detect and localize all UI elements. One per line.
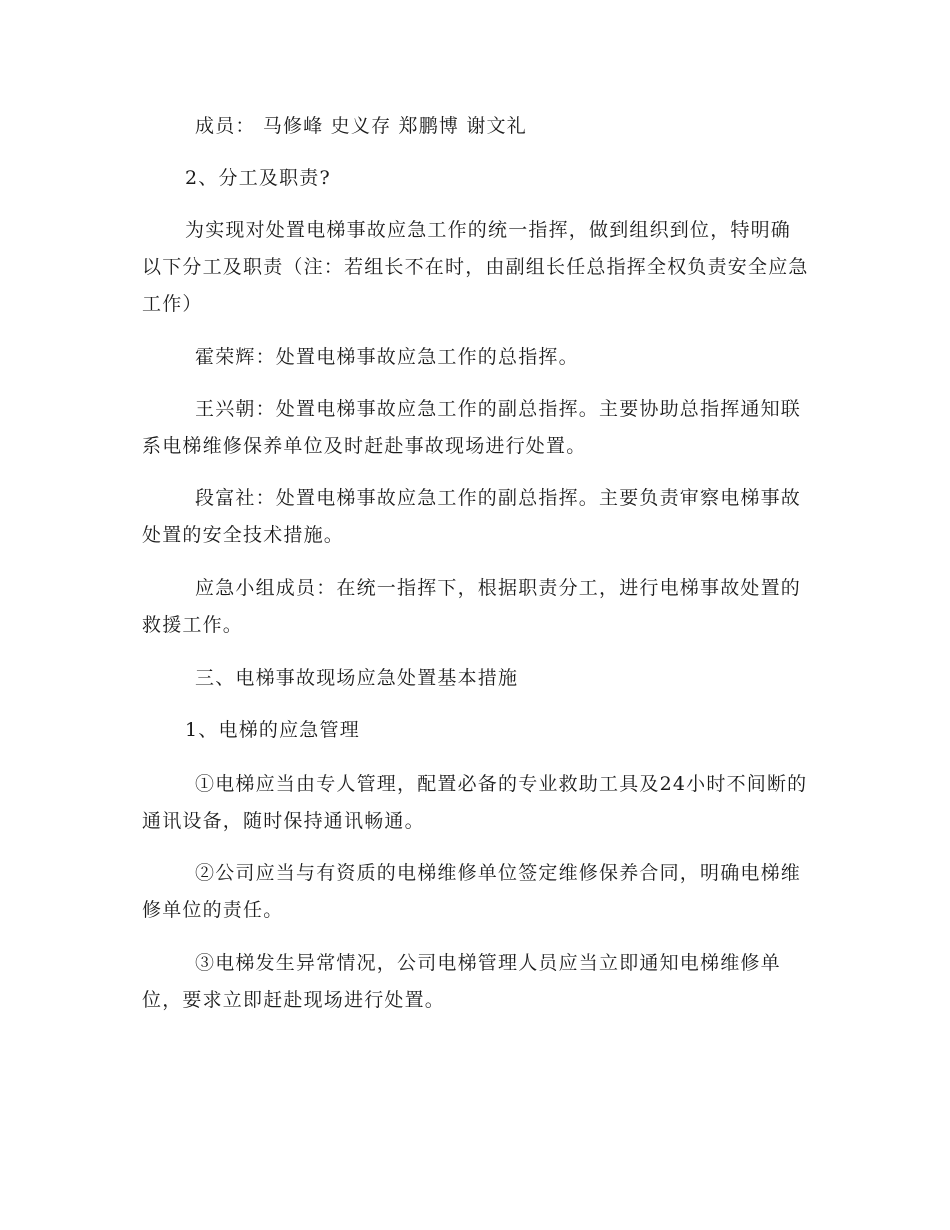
section-heading-duties: 2、分工及职责? — [185, 167, 331, 189]
item-2-paragraph: ②公司应当与有资质的电梯维修单位签定维修保养合同，明确电梯维修单位的责任。 — [142, 862, 802, 921]
members-line: 成员： 马修峰 史义存 郑鹏博 谢文礼 — [195, 115, 527, 137]
deputy-commander-1-paragraph: 王兴朝：处置电梯事故应急工作的副总指挥。主要协助总指挥通知联系电梯维修保养单位及时赶赴事故现场进行处置。 — [142, 398, 802, 457]
duties-intro-paragraph: 为实现对处置电梯事故应急工作的统一指挥，做到组织到位，特明确以下分工及职责（注：若组长不在时，由副组长任总指挥全权负责安全应急工作） — [142, 219, 809, 315]
item-1-paragraph: ①电梯应当由专人管理，配置必备的专业救助工具及24小时不间断的通讯设备，随时保持通讯畅通。 — [142, 773, 808, 832]
team-members-paragraph: 应急小组成员：在统一指挥下，根据职责分工，进行电梯事故处置的救援工作。 — [142, 577, 802, 636]
deputy-commander-2-paragraph: 段富社：处置电梯事故应急工作的副总指挥。主要负责审察电梯事故处置的安全技术措施。 — [142, 487, 802, 546]
item-3-paragraph: ③电梯发生异常情况，公司电梯管理人员应当立即通知电梯维修单位，要求立即赶赴现场进行处置。 — [142, 952, 781, 1011]
subsection-heading-management: 1、电梯的应急管理 — [185, 719, 360, 741]
commander-paragraph: 霍荣辉：处置电梯事故应急工作的总指挥。 — [195, 346, 579, 368]
section-heading-measures: 三、电梯事故现场应急处置基本措施 — [195, 667, 519, 689]
